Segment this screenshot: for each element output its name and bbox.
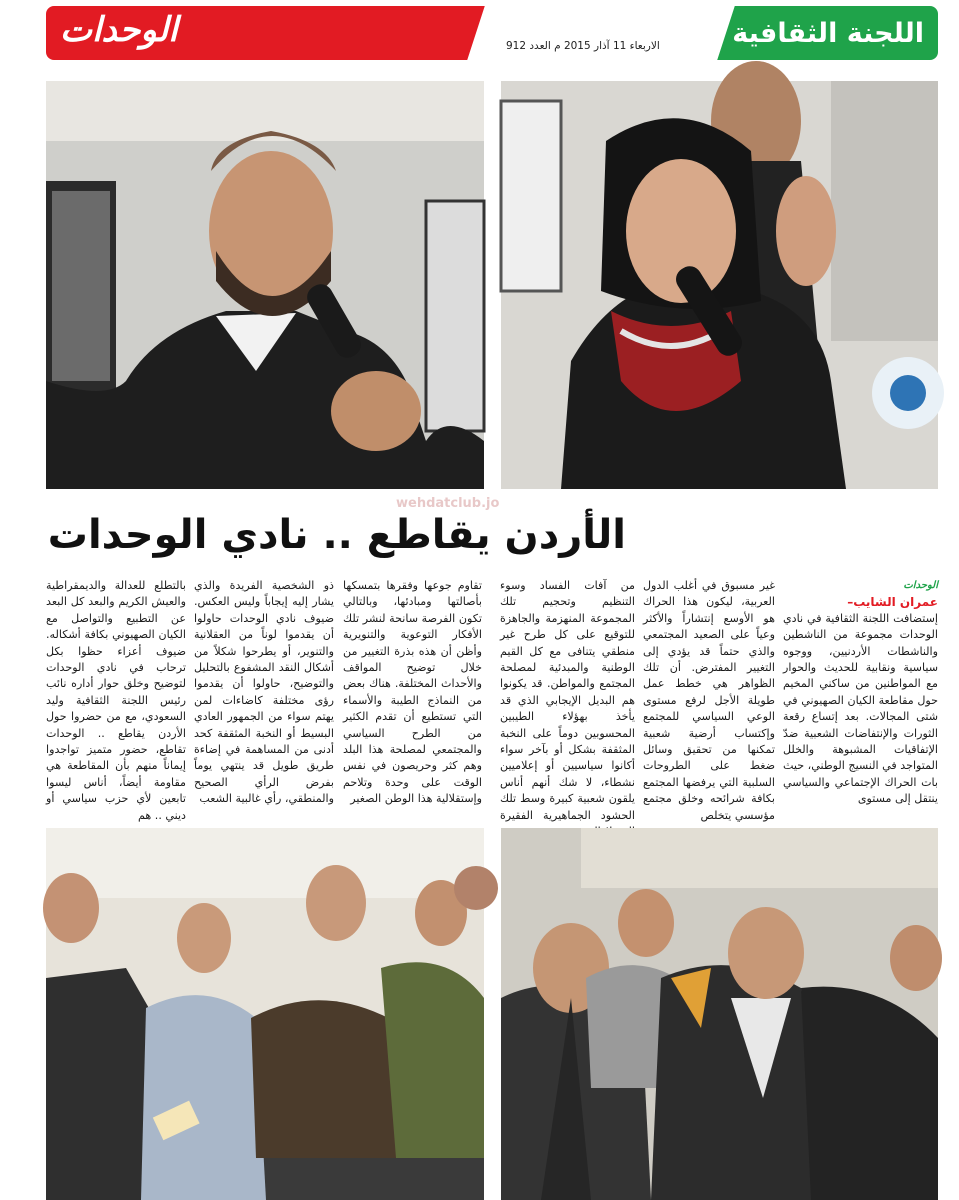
- audience-left-image: [46, 828, 484, 1200]
- column-text: إستضافت اللجنة الثقافية في نادي الوحدات مجموعة من الناشطين والناشطات الأردنيين، ووجوه سياسية ونقابية للحديث والحوار مع المواطنين من ساكني المخيم حول مقاطعة الكيان الصهيوني في شتى المجالات. بعد إتساع رقعة الثورات والإنتفاضات الشعبية ضدّ الإتفاقيات المشبوهة والخلل المتواجد في النسيج الوطني، حيث بات الحراك الإجتماعي والسياسي ينتقل إلى مستوى: [783, 611, 938, 806]
- photo-man-speaking: [46, 81, 484, 489]
- issue-date: الاربعاء 11 آذار 2015 م العدد 912: [506, 40, 660, 52]
- article-headline: الأردن يقاطع .. نادي الوحدات: [47, 512, 626, 558]
- photo-audience-left: [46, 828, 484, 1200]
- photo-audience-right: [501, 828, 938, 1200]
- article-column-3: [500, 578, 635, 824]
- man-speaking-image: [46, 81, 484, 489]
- page-number: 12: [678, 12, 723, 50]
- column-text: تقاوم جوعها وفقرها بتمسكها بأصالتها ومبادئها، وبالتالي تكون الفرصة سانحة لنشر تلك الأفكار التوعوية والتنويرية وأظن أن هذه بذرة التغيير من خلال توضيح المواقف والأحداث المختلفة. هناك بعض من النماذج الطيبة والأسماء التي تستطيع أن تقدم الكثير من الطرح السياسي والمجتمعي لمصلحة هذا البلد وهم كثر وحريصون في نفس الوقت على وحدة وتلاحم وإستقلالية هذا الوطن الصغير: [343, 579, 482, 806]
- article-column-2: [643, 578, 775, 824]
- woman-speaking-image: [501, 81, 938, 489]
- column-text: من آفات الفساد وسوء التنظيم وتحجيم تلك المجموعة المنهزمة والجاهزة للتوقيع على كل طرح غير منطقي يتنافى مع كل القيم الوطنية والمبدئية لمصلحة المجتمع والمواطن. قد يكونوا هم البديل الإيجابي الذي قد يأخذ بهؤلاء الطيبين المحسوبين دوماً على النخبة المثقفة بشكل أو بآخر سواء أكانوا سياسيين أو إعلاميين نشطاء، لا شك أنهم أناس يلقون شعبية كبيرة وسط تلك الحشود الجماهيرية الفقيرة: [500, 579, 635, 822]
- byline-name: عمران الشايب–: [847, 595, 938, 610]
- page-header: [46, 6, 938, 60]
- article-column-6: [46, 578, 186, 824]
- photo-woman-speaking: [501, 81, 938, 489]
- article-column-4: [343, 578, 482, 824]
- section-title: [672, 12, 924, 50]
- watermark: wehdatclub.jo: [396, 496, 500, 511]
- article-column-1: [783, 578, 938, 824]
- column-text: بالتطلع للعدالة والديمقراطية والعيش الكريم والبعد كل البعد عن التطبيع والتواصل مع الكيان الصهيوني بكافة أشكاله. ضيوف أعزاء حظوا بكل ترحاب في نادي الوحدات لتوضيح وخلق حوار أداره نائب رئيس اللجنة الثقافية وليد السعودي، مع من حضروا حول الأردن يقاطع .. الوحدات تقاطع، حضور متميز تواجدوا إيماناً منهم بأن المقاطعة هي مقاومة أيضاً، أناس ليسوا تابعين لأي حزب سياسي أو ديني .. هم: [46, 579, 186, 822]
- audience-right-image: [501, 828, 938, 1200]
- brand-logo-text: الوحدات: [60, 10, 178, 50]
- article-column-5: [194, 578, 334, 824]
- section-label: اللجنة الثقافية: [732, 18, 924, 49]
- byline-tag: الوحدات: [903, 580, 938, 591]
- column-text: غير مسبوق في أغلب الدول العربية، ليكون هذا الحراك هو الأوسع إنتشاراً والأكثر وعياً على الصعيد المجتمعي والذي حتماً قد يؤدي إلى التغيير المفترض. أن تلك الظواهر هي خطط عمل طويلة الأجل لرفع مستوى الوعي السياسي للمجتمع وإكتساب أرضية شعبية تمكنها من تحقيق وسائل ضغط على الطروحات السلبية التي يرفضها المجتمع بكافة شرائحه وخلق مجتمع مؤسسي يتخلص: [643, 579, 775, 822]
- column-text: ذو الشخصية الفريدة والذي يشار إليه إيجاباً وليس العكس. ضيوف نادي الوحدات حاولوا أن يقدموا لوناً من العقلانية والتنوير، أو يطرحوا شكلاً من أشكال النقد المشفوع بالتحليل والتوضيح، حاولوا أن يقدموا رؤى مختلفة كاضاءات لمن يهتم سواء من الجمهور العادي البسيط أو النخبة المثقفة كحد أدنى من المساهمة في إضاءة طريق طويل قد ينتهي يوماً بفرض الرأي الصحيح والمنطقي، رأي غالبية الشعب: [194, 579, 334, 806]
